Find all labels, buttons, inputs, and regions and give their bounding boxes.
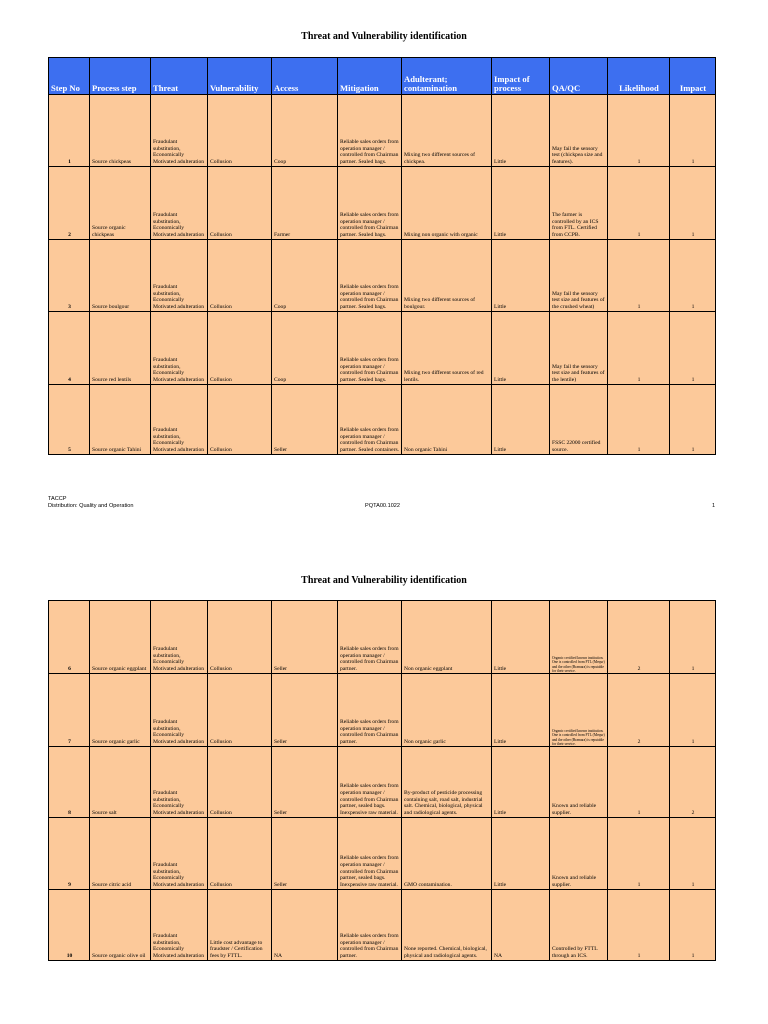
- cell-threat: Fraudulant substitution, Economically Motivated adulteration: [151, 890, 208, 961]
- cell-process-step: Source organic Tahini: [90, 385, 151, 455]
- cell-vulnerability: Collusion: [208, 674, 272, 747]
- cell-impact: 1: [670, 167, 716, 240]
- cell-impact: 1: [670, 240, 716, 312]
- cell-threat: Fraudulant substitution, Economically Motivated adulteration: [151, 601, 208, 674]
- cell-likelihood: 1: [608, 385, 670, 455]
- cell-process-step: Source citric acid: [90, 818, 151, 890]
- cell-threat: Fraudulant substitution, Economically Motivated adulteration: [151, 385, 208, 455]
- cell-process-step: Source salt: [90, 747, 151, 818]
- cell-likelihood: 1: [608, 890, 670, 961]
- cell-mitigation: Reliable sales orders from operation manager / controlled from Chairman partner. Sealed bags.: [338, 95, 402, 167]
- table-row: [49, 95, 716, 167]
- cell-qaqc: May fail the sensory test size and features of the crushed wheat): [550, 240, 608, 312]
- cell-qaqc: Known and reliable supplier.: [550, 747, 608, 818]
- cell-adulterant: Non organic Tahini: [402, 385, 492, 455]
- cell-likelihood: 1: [608, 747, 670, 818]
- table-row: [49, 312, 716, 385]
- header-impact-of-process: Impact of process: [492, 58, 550, 95]
- header-mitigation: Mitigation: [338, 58, 402, 95]
- cell-adulterant: By-product of pesticide processing containing salt, road salt, industrial salt. Chemical, biological, physical and radiological agents.: [402, 747, 492, 818]
- cell-likelihood: 1: [608, 312, 670, 385]
- cell-qaqc: Organic certified known institution. One is controlled from FTL (Mequr) and the other (Bramara) is reputable for their service.: [550, 601, 608, 674]
- cell-qaqc: May fail the sensory test (chickpea size and features).: [550, 95, 608, 167]
- footer-distribution: Distribution: Quality and Operation: [48, 503, 134, 509]
- footer-page-number: 1: [712, 503, 716, 509]
- cell-step-no: 2: [49, 167, 90, 240]
- cell-adulterant: Non organic garlic: [402, 674, 492, 747]
- cell-qaqc: Known and reliable supplier.: [550, 818, 608, 890]
- cell-access: Coop: [272, 240, 338, 312]
- cell-adulterant: Mixing non organic with organic: [402, 167, 492, 240]
- cell-threat: Fraudulant substitution, Economically Motivated adulteration: [151, 95, 208, 167]
- cell-threat: Fraudulant substitution, Economically Motivated adulteration: [151, 674, 208, 747]
- cell-likelihood: 2: [608, 674, 670, 747]
- cell-impact: 1: [670, 95, 716, 167]
- cell-step-no: 7: [49, 674, 90, 747]
- header-likelihood: Likelihood: [608, 58, 670, 95]
- cell-adulterant: Mixing two different sources of red lentils.: [402, 312, 492, 385]
- header-access: Access: [272, 58, 338, 95]
- cell-qaqc: FSSC 22000 certified source.: [550, 385, 608, 455]
- cell-impact-of-process: Little: [492, 167, 550, 240]
- cell-access: Seller: [272, 747, 338, 818]
- cell-vulnerability: Collusion: [208, 818, 272, 890]
- cell-impact-of-process: Little: [492, 747, 550, 818]
- table-row: [49, 818, 716, 890]
- cell-qaqc: Controlled by FTTL through an ICS.: [550, 890, 608, 961]
- cell-adulterant: GMO contamination.: [402, 818, 492, 890]
- cell-adulterant: Mixing two different sources of chickpea.: [402, 95, 492, 167]
- cell-impact-of-process: Little: [492, 818, 550, 890]
- cell-step-no: 6: [49, 601, 90, 674]
- cell-impact: 1: [670, 674, 716, 747]
- cell-qaqc: May fail the sensory test size and features of the lentile): [550, 312, 608, 385]
- cell-impact-of-process: Little: [492, 95, 550, 167]
- cell-adulterant: None reported. Chemical, biological, physical and radiological agents.: [402, 890, 492, 961]
- cell-access: Seller: [272, 674, 338, 747]
- cell-threat: Fraudulant substitution, Economically Motivated adulteration: [151, 312, 208, 385]
- cell-mitigation: Reliable sales orders from operation manager / controlled from Chairman partner, sealed bags. Inexpensive raw material.: [338, 818, 402, 890]
- cell-impact-of-process: Little: [492, 312, 550, 385]
- cell-mitigation: Reliable sales orders from operation manager / controlled from Chairman partner. Sealed bags.: [338, 167, 402, 240]
- cell-process-step: Source organic garlic: [90, 674, 151, 747]
- cell-step-no: 9: [49, 818, 90, 890]
- cell-threat: Fraudulant substitution, Economically Motivated adulteration: [151, 747, 208, 818]
- footer-doc-code: PQTA00.1022: [365, 503, 401, 509]
- cell-process-step: Source chickpeas: [90, 95, 151, 167]
- cell-vulnerability: Collusion: [208, 385, 272, 455]
- page-1-title: Threat and Vulnerability identification: [301, 31, 467, 42]
- cell-likelihood: 1: [608, 95, 670, 167]
- cell-mitigation: Reliable sales orders from operation manager / controlled from Chairman partner.: [338, 890, 402, 961]
- header-step-no: Step No: [49, 58, 90, 95]
- cell-adulterant: Mixing two different sources of boulgour.: [402, 240, 492, 312]
- cell-step-no: 8: [49, 747, 90, 818]
- cell-access: Coop: [272, 95, 338, 167]
- cell-impact: 1: [670, 601, 716, 674]
- header-adulterant: Adulterant; contamination: [402, 58, 492, 95]
- cell-step-no: 4: [49, 312, 90, 385]
- header-qaqc: QA/QC: [550, 58, 608, 95]
- table-row: [49, 167, 716, 240]
- threat-table-page-2: [48, 600, 716, 961]
- cell-vulnerability: Collusion: [208, 312, 272, 385]
- cell-access: Seller: [272, 385, 338, 455]
- cell-process-step: Source boulgour: [90, 240, 151, 312]
- cell-impact: 1: [670, 890, 716, 961]
- cell-impact-of-process: NA: [492, 890, 550, 961]
- cell-vulnerability: Little cost advantage to fraudster / Certification fees by FTTL.: [208, 890, 272, 961]
- cell-likelihood: 1: [608, 240, 670, 312]
- cell-mitigation: Reliable sales orders from operation manager / controlled from Chairman partner.: [338, 601, 402, 674]
- cell-likelihood: 2: [608, 601, 670, 674]
- cell-access: Seller: [272, 601, 338, 674]
- cell-access: Seller: [272, 818, 338, 890]
- table-row: [49, 240, 716, 312]
- threat-table-page-1: [48, 57, 716, 455]
- cell-access: NA: [272, 890, 338, 961]
- cell-access: Coop: [272, 312, 338, 385]
- cell-impact: 1: [670, 385, 716, 455]
- table-header-row: [49, 58, 716, 95]
- cell-step-no: 1: [49, 95, 90, 167]
- header-impact: Impact: [670, 58, 716, 95]
- cell-threat: Fraudulant substitution, Economically Motivated adulteration: [151, 818, 208, 890]
- cell-process-step: Source organic eggplant: [90, 601, 151, 674]
- cell-impact: 1: [670, 818, 716, 890]
- cell-threat: Fraudulant substitution, Economically Motivated adulteration: [151, 167, 208, 240]
- table-row: [49, 890, 716, 961]
- cell-impact-of-process: Little: [492, 674, 550, 747]
- page-2-title: Threat and Vulnerability identification: [301, 575, 467, 586]
- header-vulnerability: Vulnerability: [208, 58, 272, 95]
- cell-qaqc: The farmer is controlled by an ICS from FTL. Certified from CCPB.: [550, 167, 608, 240]
- cell-likelihood: 1: [608, 818, 670, 890]
- cell-vulnerability: Collusion: [208, 240, 272, 312]
- header-process-step: Process step: [90, 58, 151, 95]
- cell-mitigation: Reliable sales orders from operation manager / controlled from Chairman partner. Sealed bags.: [338, 312, 402, 385]
- cell-vulnerability: Collusion: [208, 167, 272, 240]
- table-row: [49, 385, 716, 455]
- cell-impact: 2: [670, 747, 716, 818]
- cell-process-step: Source red lentils: [90, 312, 151, 385]
- cell-step-no: 5: [49, 385, 90, 455]
- cell-mitigation: Reliable sales orders from operation manager / controlled from Chairman partner. Sealed containers.: [338, 385, 402, 455]
- footer-left: [48, 496, 134, 510]
- footer-doc-name: TACCP: [48, 496, 67, 502]
- cell-step-no: 10: [49, 890, 90, 961]
- cell-vulnerability: Collusion: [208, 95, 272, 167]
- cell-vulnerability: Collusion: [208, 747, 272, 818]
- cell-step-no: 3: [49, 240, 90, 312]
- table-row: [49, 601, 716, 674]
- table-row: [49, 674, 716, 747]
- cell-vulnerability: Collusion: [208, 601, 272, 674]
- cell-mitigation: Reliable sales orders from operation manager / controlled from Chairman partner. Sealed bags.: [338, 240, 402, 312]
- cell-adulterant: Non organic eggplant: [402, 601, 492, 674]
- cell-threat: Fraudulant substitution, Economically Motivated adulteration: [151, 240, 208, 312]
- cell-process-step: Source organic chickpeas: [90, 167, 151, 240]
- cell-mitigation: Reliable sales orders from operation manager / controlled from Chairman partner, sealed bags. Inexpensive raw material.: [338, 747, 402, 818]
- cell-process-step: Source organic olive oil: [90, 890, 151, 961]
- table-row: [49, 747, 716, 818]
- cell-impact-of-process: Little: [492, 385, 550, 455]
- cell-access: Farmer: [272, 167, 338, 240]
- header-threat: Threat: [151, 58, 208, 95]
- cell-likelihood: 1: [608, 167, 670, 240]
- cell-qaqc: Organic certified known institution. One is controlled from FTL (Mequr) and the other (Bramara) is reputable for their service.: [550, 674, 608, 747]
- cell-impact: 1: [670, 312, 716, 385]
- cell-mitigation: Reliable sales orders from operation manager / controlled from Chairman partner.: [338, 674, 402, 747]
- cell-impact-of-process: Little: [492, 240, 550, 312]
- cell-impact-of-process: Little: [492, 601, 550, 674]
